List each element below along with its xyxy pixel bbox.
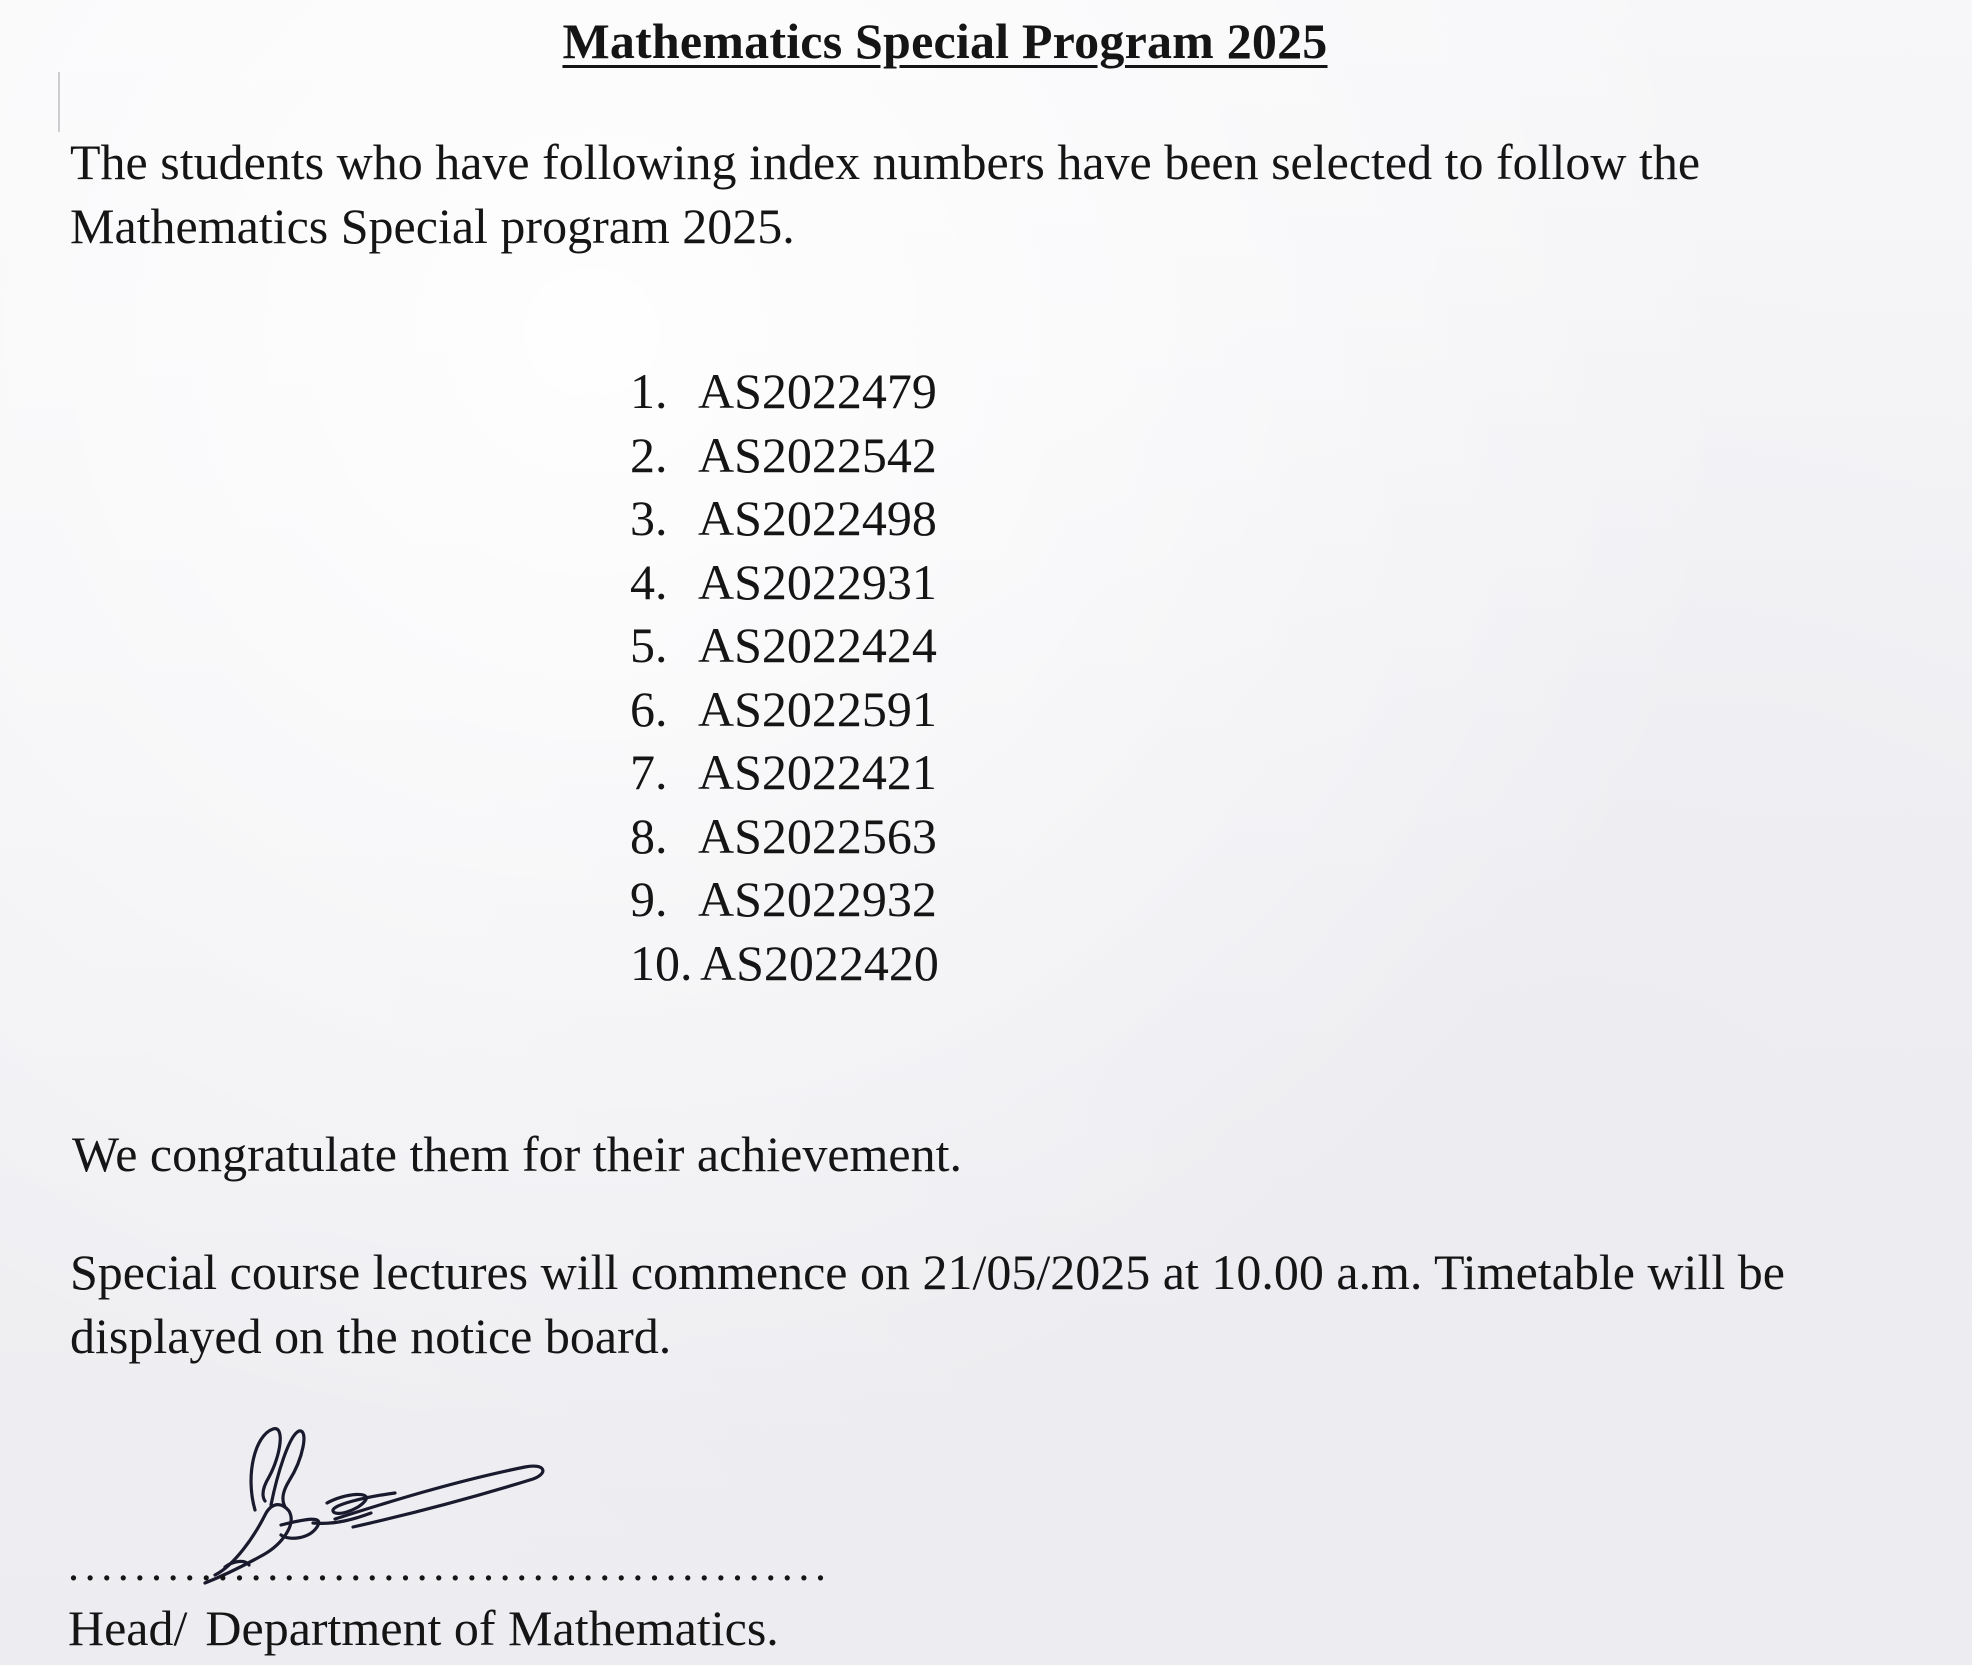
paper-crease: [58, 72, 60, 132]
list-item-number: 2.: [630, 426, 668, 483]
signature-line: ..............................................: [68, 1541, 832, 1590]
list-item: [630, 868, 939, 932]
lecture-schedule-text: Special course lectures will commence on 21/05/2025 at 10.00 a.m. Timetable will be displayed on the notice board.: [70, 1244, 1785, 1364]
index-number: AS2022931: [698, 553, 937, 610]
signatory-role: Head/: [68, 1600, 188, 1656]
signatory: [68, 1596, 779, 1660]
congratulations-text: We congratulate them for their achievement.: [72, 1126, 963, 1182]
index-number: AS2022421: [698, 744, 937, 800]
list-item: [630, 360, 939, 424]
list-item: [630, 424, 939, 488]
index-number: AS2022591: [698, 680, 937, 737]
notice-title: Mathematics Special Program 2025: [562, 13, 1328, 69]
list-item-number: 4.: [630, 553, 668, 610]
index-number: AS2022498: [698, 490, 937, 546]
signatory-department: Department of Mathematics.: [205, 1600, 779, 1656]
list-item: [630, 487, 939, 551]
list-item: [630, 932, 939, 996]
notice-intro: The students who have following index numbers have been selected to follow the Mathematics Special program 2025.: [70, 134, 1701, 254]
list-item-number: 5.: [630, 617, 668, 673]
list-item: [630, 551, 939, 615]
index-number: AS2022420: [700, 934, 939, 991]
list-item: [630, 678, 939, 742]
list-item-number: 7.: [630, 744, 668, 800]
list-item-number: 10.: [630, 934, 693, 991]
list-item-number: 3.: [630, 490, 668, 546]
index-number: AS2022542: [698, 426, 937, 483]
index-number: AS2022932: [698, 871, 937, 927]
list-item-number: 6.: [630, 680, 668, 737]
index-number-list: [630, 360, 939, 995]
list-item: [630, 741, 939, 805]
list-item: [630, 805, 939, 869]
index-number: AS2022479: [698, 363, 937, 419]
index-number: AS2022563: [698, 807, 937, 864]
list-item-number: 9.: [630, 871, 668, 927]
list-item-number: 8.: [630, 807, 668, 864]
list-item: [630, 614, 939, 678]
index-number: AS2022424: [698, 617, 937, 673]
list-item-number: 1.: [630, 363, 668, 419]
